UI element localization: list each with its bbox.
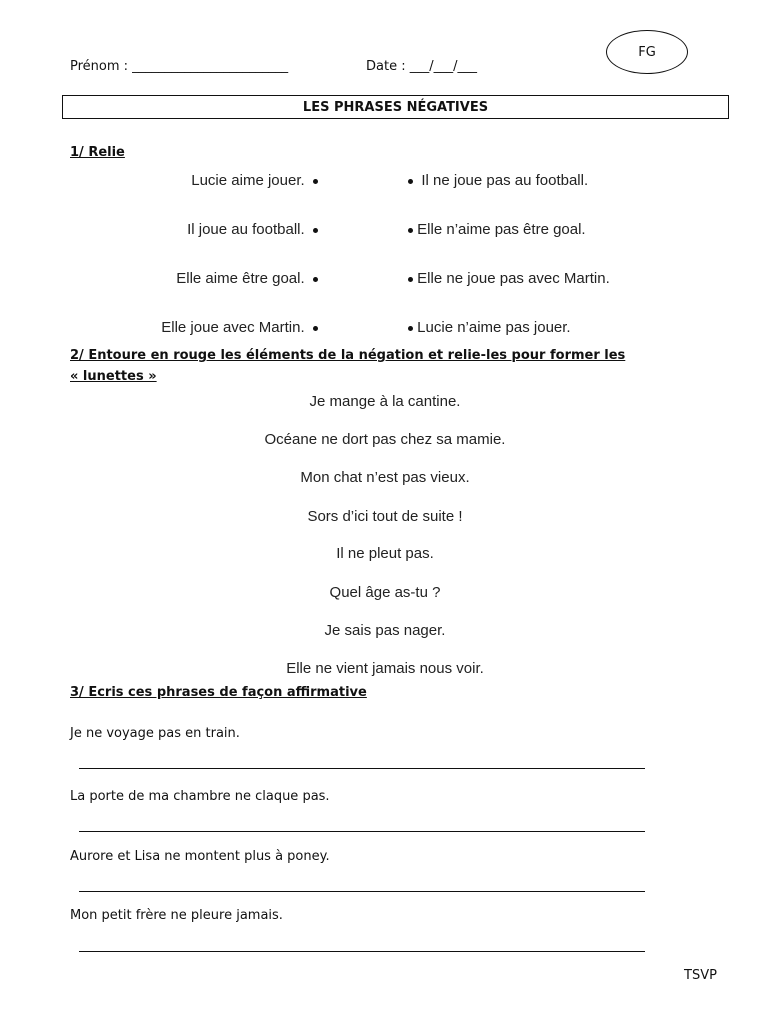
link-dot[interactable] (313, 179, 318, 184)
date-field: Date : ___/___/___ (366, 59, 477, 74)
ex2-sentence[interactable]: Mon chat n’est pas vieux. (300, 469, 470, 486)
badge-oval (606, 30, 688, 74)
ex3-sentence: Mon petit frère ne pleure jamais. (70, 908, 283, 923)
ex1-right-item: Lucie n’aime pas jouer. (408, 319, 571, 336)
footer-tsvp: TSVP (684, 968, 717, 983)
ex2-sentence[interactable]: Il ne pleut pas. (336, 545, 434, 562)
badge-label: FG (638, 44, 656, 60)
exercise2-title-line2: « lunettes » (70, 369, 157, 384)
ex1-left-item: Elle aime être goal. (176, 270, 318, 287)
page-title-text: LES PHRASES NÉGATIVES (302, 99, 489, 115)
ex1-right-item: Elle n’aime pas être goal. (408, 221, 586, 238)
exercise2-title-line1: 2/ Entoure en rouge les éléments de la négation et relie-les pour former les (70, 348, 626, 363)
answer-line[interactable] (79, 831, 645, 832)
ex2-sentence[interactable]: Quel âge as-tu ? (329, 584, 441, 601)
ex1-left-item: Elle joue avec Martin. (161, 319, 318, 336)
ex1-left-item: Il joue au football. (187, 221, 318, 238)
ex3-sentence: La porte de ma chambre ne claque pas. (70, 789, 330, 804)
ex2-sentence[interactable]: Océane ne dort pas chez sa mamie. (264, 431, 506, 448)
ex2-sentence[interactable]: Sors d’ici tout de suite ! (307, 508, 463, 525)
ex2-sentence[interactable]: Elle ne vient jamais nous voir. (286, 660, 484, 677)
link-dot[interactable] (408, 326, 413, 331)
page-title (62, 95, 729, 119)
link-dot[interactable] (408, 228, 413, 233)
link-dot[interactable] (313, 228, 318, 233)
answer-line[interactable] (79, 768, 645, 769)
exercise3-title: 3/ Ecris ces phrases de façon affirmative (70, 685, 367, 700)
ex2-sentence[interactable]: Je sais pas nager. (324, 622, 446, 639)
ex2-sentence[interactable]: Je mange à la cantine. (309, 393, 461, 410)
link-dot[interactable] (313, 326, 318, 331)
ex3-sentence: Je ne voyage pas en train. (70, 726, 240, 741)
prenom-field: Prénom : ________________________ (70, 59, 289, 74)
link-dot[interactable] (408, 179, 413, 184)
ex3-sentence: Aurore et Lisa ne montent plus à poney. (70, 849, 330, 864)
ex1-right-item: Elle ne joue pas avec Martin. (408, 270, 610, 287)
link-dot[interactable] (408, 277, 413, 282)
answer-line[interactable] (79, 951, 645, 952)
link-dot[interactable] (313, 277, 318, 282)
exercise1-title: 1/ Relie (70, 145, 125, 160)
answer-line[interactable] (79, 891, 645, 892)
ex1-right-item: Il ne joue pas au football. (408, 172, 588, 189)
ex1-left-item: Lucie aime jouer. (191, 172, 318, 189)
